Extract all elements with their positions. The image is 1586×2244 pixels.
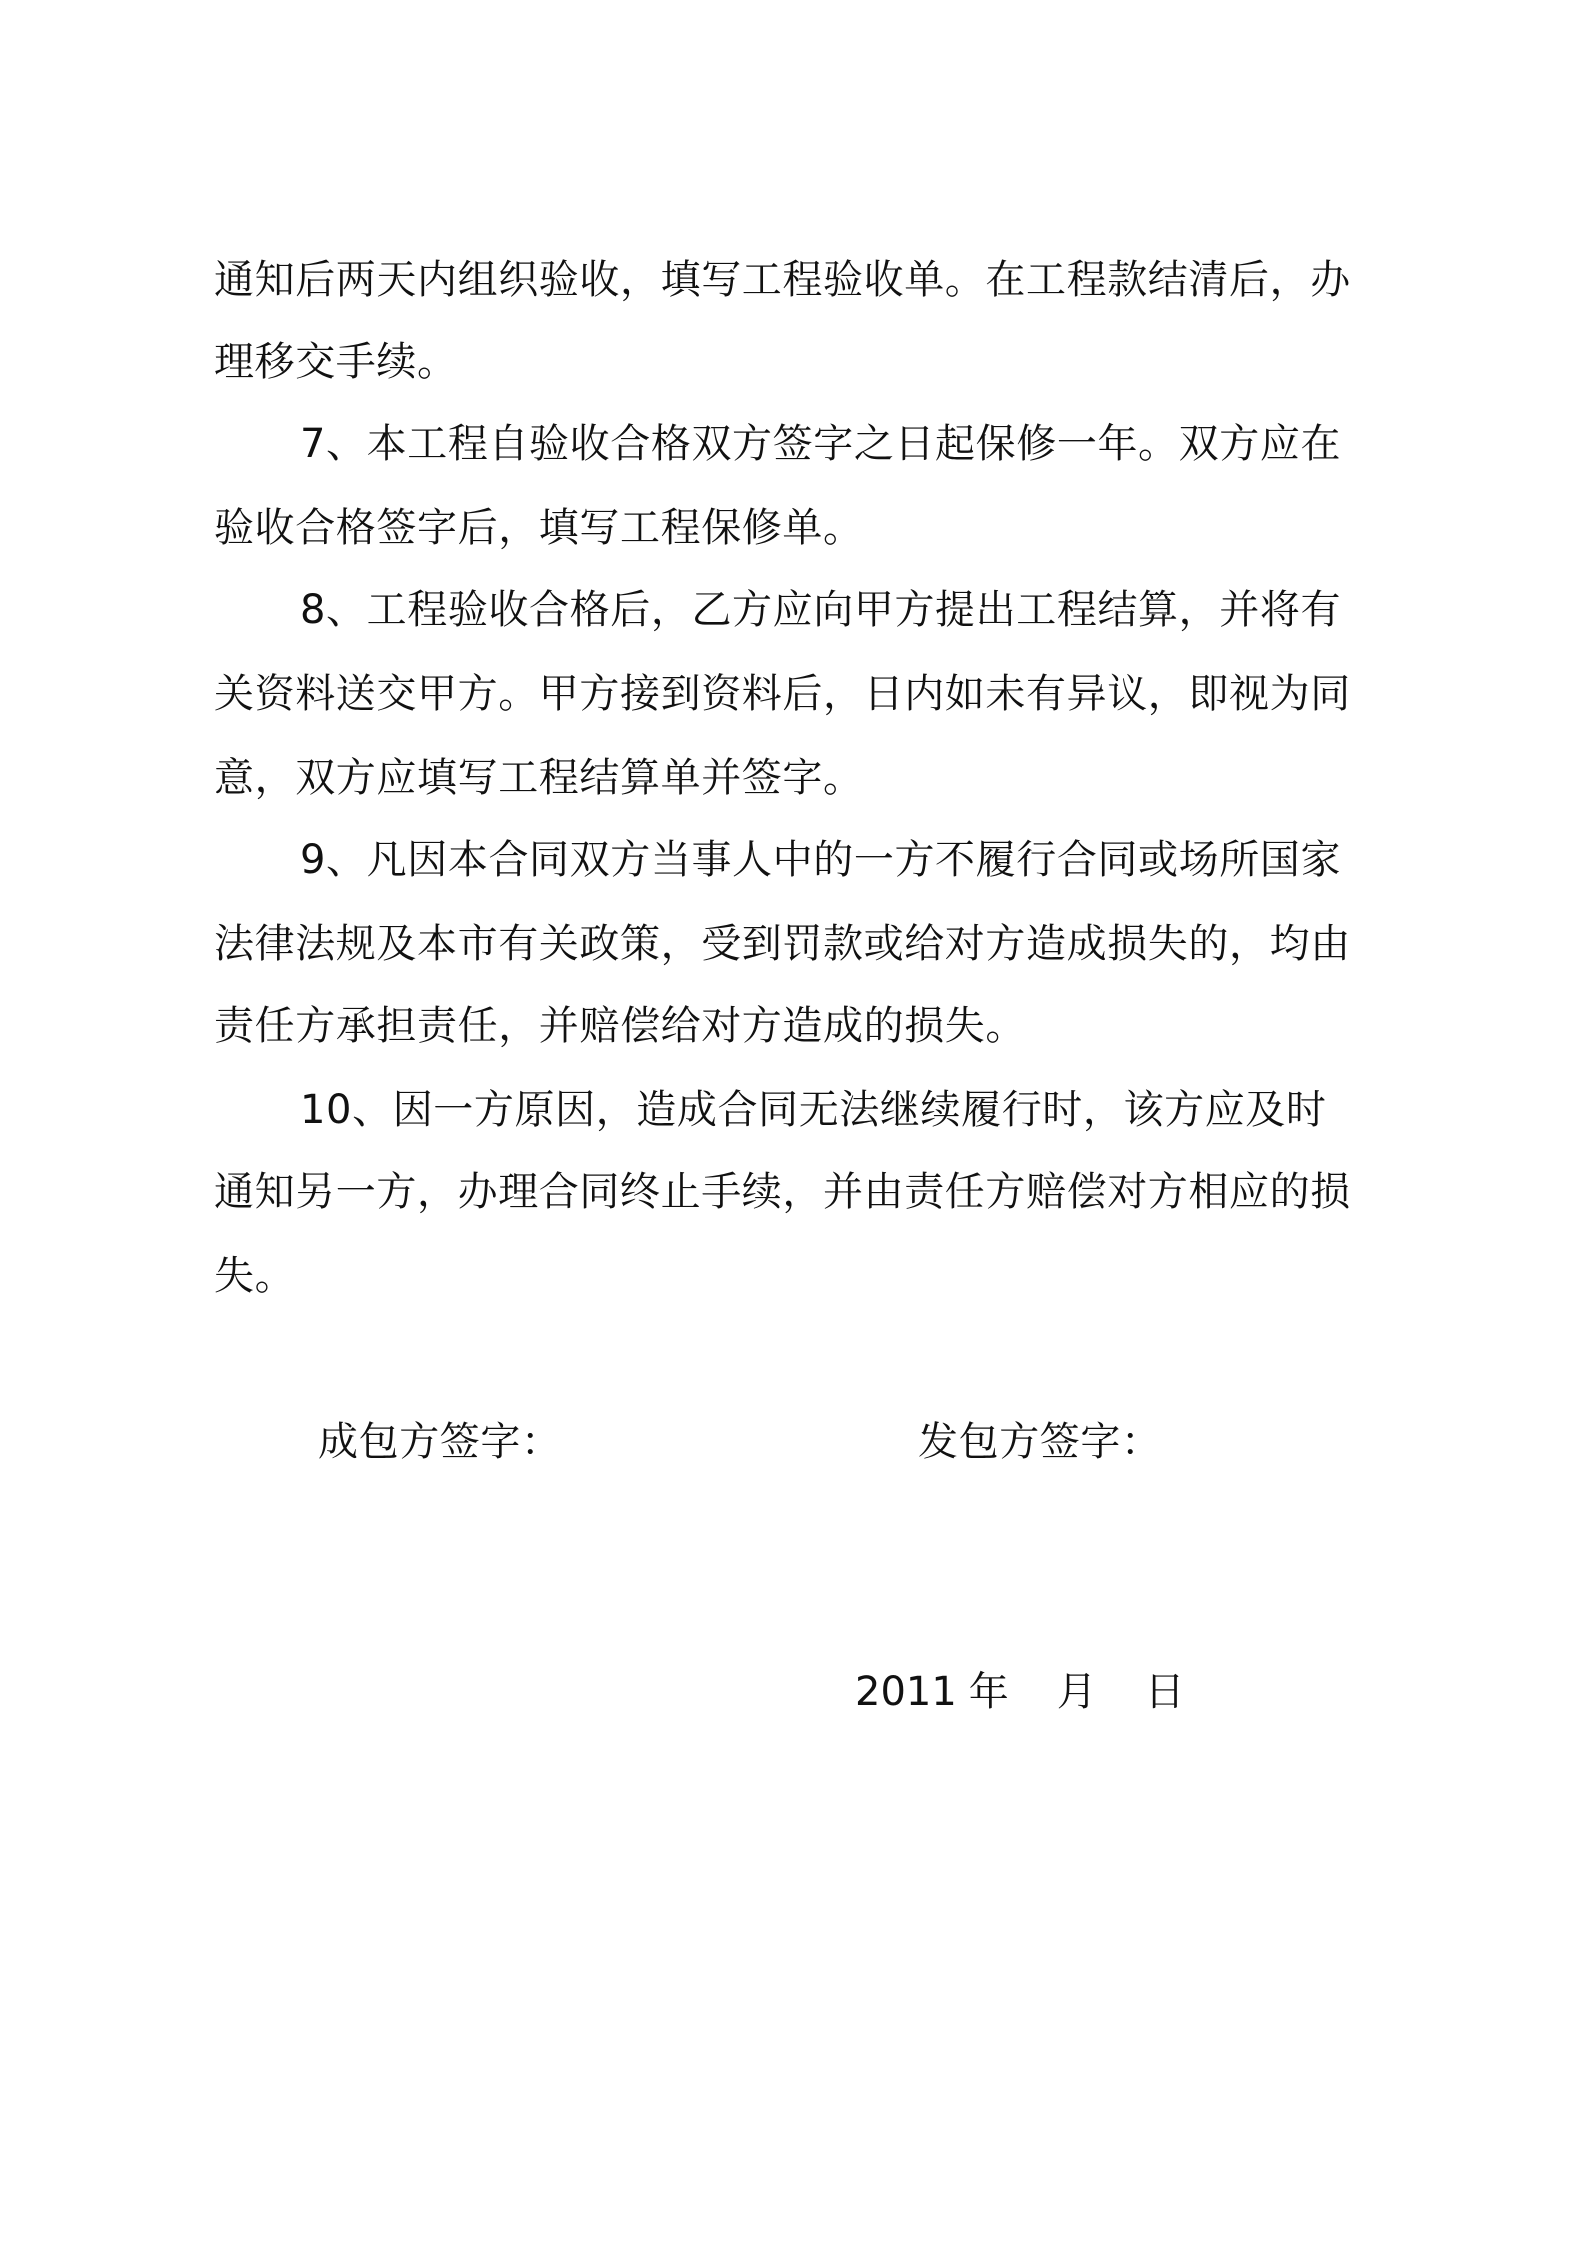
paragraph-line: 失。 (214, 1253, 296, 1299)
paragraph-line: 责任方承担责任，并赔偿给对方造成的损失。 (214, 1003, 1026, 1049)
paragraph-line: 理移交手续。 (214, 339, 458, 385)
signing-date (855, 1668, 1185, 1716)
paragraph-line: 验收合格签字后，填写工程保修单。 (214, 505, 864, 551)
clause-8-line: 8、工程验收合格后，乙方应向甲方提出工程结算，并将有 (300, 587, 1342, 633)
clause-10-line: 10、因一方原因，造成合同无法继续履行时，该方应及时 (300, 1087, 1327, 1133)
date-year-unit: 年 (968, 1669, 1009, 1715)
contractor-signature-label: 成包方签字： (318, 1419, 562, 1465)
paragraph-line: 通知另一方，办理合同终止手续，并由责任方赔偿对方相应的损 (214, 1169, 1351, 1215)
paragraph-line: 通知后两天内组织验收，填写工程验收单。在工程款结清后，办 (214, 257, 1351, 303)
date-month-unit: 月 (1056, 1669, 1097, 1715)
paragraph-line: 意，双方应填写工程结算单并签字。 (214, 755, 864, 801)
paragraph-line: 关资料送交甲方。甲方接到资料后，日内如未有异议，即视为同 (214, 671, 1351, 717)
clause-9-line: 9、凡因本合同双方当事人中的一方不履行合同或场所国家 (300, 837, 1342, 883)
employer-signature-label: 发包方签字： (918, 1419, 1162, 1465)
date-day-unit: 日 (1144, 1669, 1185, 1715)
clause-7-line: 7、本工程自验收合格双方签字之日起保修一年。双方应在 (300, 421, 1342, 467)
date-year: 2011 (855, 1669, 957, 1715)
paragraph-line: 法律法规及本市有关政策，受到罚款或给对方造成损失的，均由 (214, 921, 1351, 967)
